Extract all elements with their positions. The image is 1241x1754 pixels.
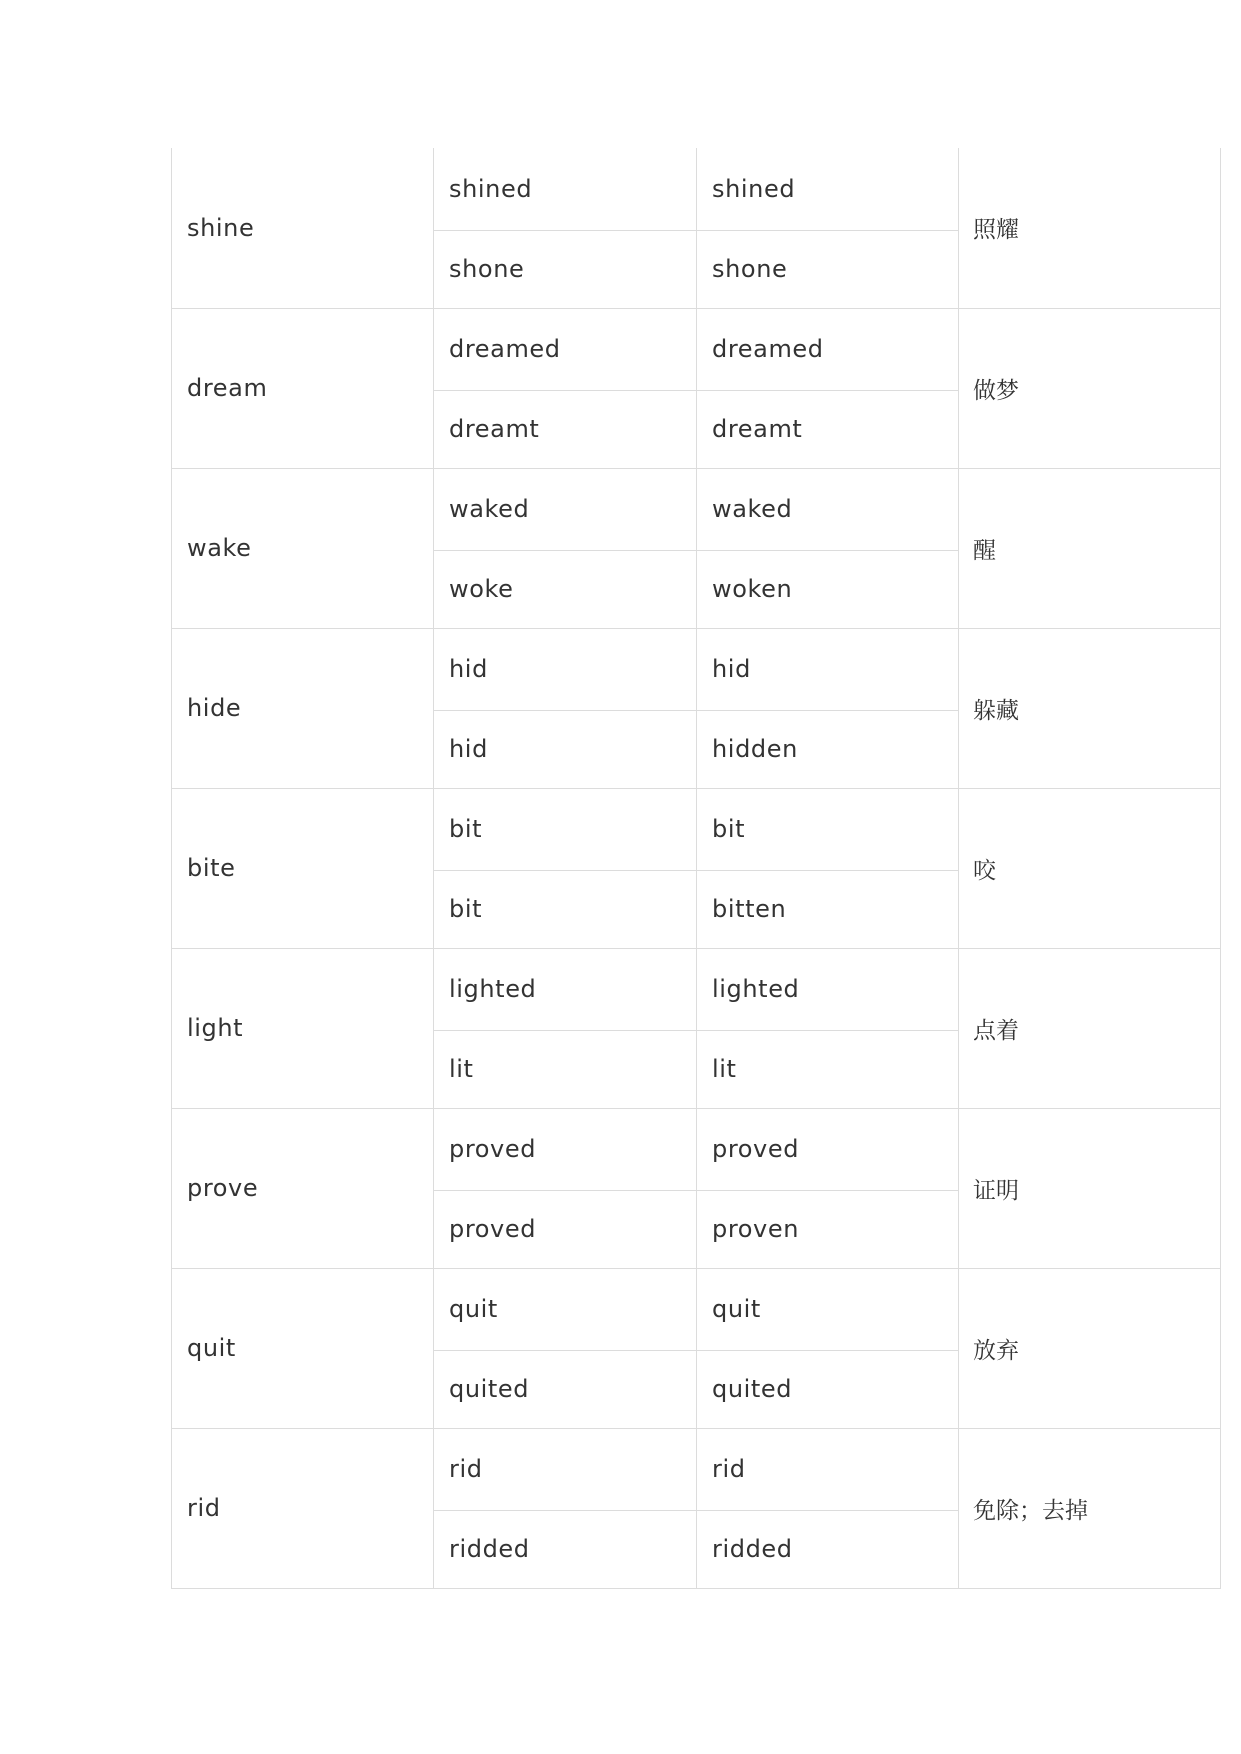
- base-form-cell: quit: [172, 1268, 434, 1428]
- past-tense-cell: bit: [434, 788, 697, 870]
- verb-table-body: [172, 148, 1221, 1588]
- irregular-verb-table: [171, 148, 1221, 1589]
- past-participle-cell: hidden: [697, 710, 959, 788]
- verb-row: [172, 1428, 1221, 1510]
- past-participle-cell: dreamt: [697, 390, 959, 468]
- past-tense-cell: hid: [434, 628, 697, 710]
- past-tense-cell: dreamed: [434, 308, 697, 390]
- past-tense-cell: dreamt: [434, 390, 697, 468]
- past-tense-cell: proved: [434, 1108, 697, 1190]
- past-participle-cell: quited: [697, 1350, 959, 1428]
- past-tense-cell: shined: [434, 148, 697, 230]
- past-tense-cell: lit: [434, 1030, 697, 1108]
- past-tense-cell: waked: [434, 468, 697, 550]
- meaning-cell: 照耀: [959, 148, 1221, 308]
- base-form-cell: hide: [172, 628, 434, 788]
- verb-row: [172, 148, 1221, 230]
- past-participle-cell: woken: [697, 550, 959, 628]
- verb-row: [172, 628, 1221, 710]
- past-tense-cell: rid: [434, 1428, 697, 1510]
- past-participle-cell: quit: [697, 1268, 959, 1350]
- meaning-cell: 咬: [959, 788, 1221, 948]
- past-tense-cell: proved: [434, 1190, 697, 1268]
- past-participle-cell: rid: [697, 1428, 959, 1510]
- base-form-cell: prove: [172, 1108, 434, 1268]
- verb-row: [172, 1108, 1221, 1190]
- verb-row: [172, 308, 1221, 390]
- verb-row: [172, 1268, 1221, 1350]
- past-tense-cell: bit: [434, 870, 697, 948]
- past-tense-cell: quited: [434, 1350, 697, 1428]
- past-tense-cell: woke: [434, 550, 697, 628]
- past-participle-cell: hid: [697, 628, 959, 710]
- meaning-cell: 点着: [959, 948, 1221, 1108]
- base-form-cell: bite: [172, 788, 434, 948]
- base-form-cell: rid: [172, 1428, 434, 1588]
- past-tense-cell: lighted: [434, 948, 697, 1030]
- past-participle-cell: proven: [697, 1190, 959, 1268]
- base-form-cell: light: [172, 948, 434, 1108]
- past-tense-cell: shone: [434, 230, 697, 308]
- past-participle-cell: bit: [697, 788, 959, 870]
- past-participle-cell: dreamed: [697, 308, 959, 390]
- past-participle-cell: waked: [697, 468, 959, 550]
- verb-row: [172, 788, 1221, 870]
- verb-row: [172, 948, 1221, 1030]
- past-participle-cell: lit: [697, 1030, 959, 1108]
- base-form-cell: dream: [172, 308, 434, 468]
- meaning-cell: 免除；去掉: [959, 1428, 1221, 1588]
- past-tense-cell: hid: [434, 710, 697, 788]
- base-form-cell: wake: [172, 468, 434, 628]
- past-participle-cell: lighted: [697, 948, 959, 1030]
- verb-row: [172, 468, 1221, 550]
- meaning-cell: 做梦: [959, 308, 1221, 468]
- meaning-cell: 醒: [959, 468, 1221, 628]
- past-participle-cell: proved: [697, 1108, 959, 1190]
- meaning-cell: 放弃: [959, 1268, 1221, 1428]
- past-participle-cell: shined: [697, 148, 959, 230]
- past-tense-cell: quit: [434, 1268, 697, 1350]
- base-form-cell: shine: [172, 148, 434, 308]
- past-participle-cell: ridded: [697, 1510, 959, 1588]
- past-tense-cell: ridded: [434, 1510, 697, 1588]
- meaning-cell: 证明: [959, 1108, 1221, 1268]
- past-participle-cell: bitten: [697, 870, 959, 948]
- meaning-cell: 躲藏: [959, 628, 1221, 788]
- past-participle-cell: shone: [697, 230, 959, 308]
